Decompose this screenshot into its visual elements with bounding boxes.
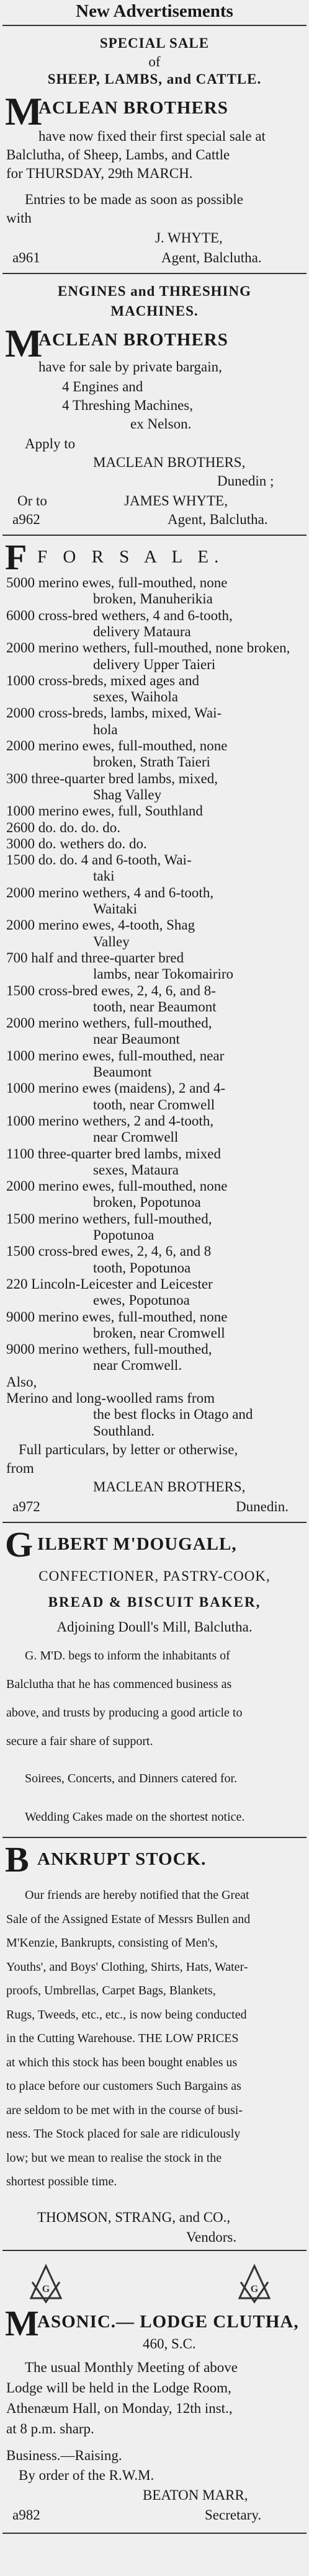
- ad3-stock-line: near Beaumont: [93, 1031, 180, 1047]
- ad5-notice-line: proofs, Umbrellas, Carpet Bags, Blankets,: [6, 1984, 216, 1997]
- ad3-stock-line: taki: [93, 868, 115, 884]
- ad3-stock-line: 1500 merino wethers, full-mouthed,: [6, 1210, 212, 1227]
- ad5-notice-line: low; but we mean to realise the stock in the: [6, 2151, 222, 2165]
- ad2-reference: a962: [12, 512, 40, 527]
- ad3-stock-line: Waitaki: [93, 901, 137, 917]
- ad3-stock-line: ewes, Popotunoa: [93, 1292, 190, 1308]
- ad2-firm-name: ACLEAN BROTHERS: [38, 330, 228, 350]
- ad2-item-3: ex Nelson.: [130, 416, 192, 432]
- ad3-stock-line: delivery Upper Taieri: [93, 656, 216, 672]
- ad1-text-3: for THURSDAY, 29th MARCH.: [6, 166, 193, 181]
- ad3-stock-line: near Cromwell.: [93, 1357, 182, 1374]
- ad3-stock-line: tooth, Popotunoa: [93, 1259, 191, 1276]
- ad3-stock-line: 1500 cross-bred ewes, 2, 4, 6, and 8: [6, 1243, 212, 1259]
- page-heading: New Advertisements: [76, 1, 233, 21]
- ad3-stock-line: 1500 cross-bred ewes, 2, 4, 6, and 8-: [6, 982, 216, 998]
- ad4-text-4: secure a fair share of support.: [6, 1734, 153, 1748]
- ad4-text-6: Wedding Cakes made on the shortest notice.: [25, 1810, 245, 1824]
- divider-2: [2, 535, 307, 536]
- ad6-signature-name: BEATON MARR,: [143, 2487, 248, 2503]
- ad3-stock-line: Southland.: [93, 1423, 155, 1439]
- divider-4: [2, 1837, 307, 1838]
- ad2-item-2: 4 Threshing Machines,: [62, 398, 194, 413]
- ad5-notice-line: Sale of the Assigned Estate of Messrs Bullen and: [6, 1912, 251, 1926]
- ad3-stock-line: 3000 do. wethers do. do.: [6, 835, 147, 851]
- ad2-contact1-name: MACLEAN BROTHERS,: [93, 455, 246, 470]
- ad5-title: ANKRUPT STOCK.: [37, 1849, 207, 1869]
- ad4-text-1: G. M'D. begs to inform the inhabitants of: [25, 1649, 230, 1663]
- divider-1: [2, 273, 307, 274]
- ad1-title-line3: SHEEP, LAMBS, and CATTLE.: [47, 71, 262, 87]
- ad3-stock-line: 1000 cross-breds, mixed ages and: [6, 672, 200, 688]
- ad4-line-2: CONFECTIONER, PASTRY-COOK,: [38, 1568, 271, 1584]
- ad5-signature-title: Vendors.: [186, 2229, 237, 2245]
- ad3-reference: a972: [12, 1499, 40, 1514]
- ad3-stock-line: 220 Lincoln-Leicester and Leicester: [6, 1276, 213, 1292]
- ad3-stock-line: 2000 merino ewes, full-mouthed, none: [6, 1178, 228, 1194]
- ad3-stock-line: 300 three-quarter bred lambs, mixed,: [6, 770, 218, 786]
- ad3-stock-line: the best flocks in Otago and: [93, 1406, 253, 1423]
- ad3-signature-name: MACLEAN BROTHERS,: [93, 1479, 246, 1495]
- ad3-stock-line: broken, Popotunoa: [93, 1194, 201, 1210]
- ad2-title-line1: ENGINES and THRESHING: [57, 283, 251, 299]
- ad6-business: Business.—Raising.: [6, 2448, 122, 2463]
- ad3-stock-line: 2000 merino ewes, 4-tooth, Shag: [6, 917, 195, 933]
- ad3-stock-line: 2000 cross-breds, lambs, mixed, Wai-: [6, 705, 222, 721]
- ad1-text-2: Balclutha, of Sheep, Lambs, and Cattle: [6, 147, 230, 162]
- ad2-text-1: have for sale by private bargain,: [38, 359, 222, 375]
- ad6-signature-title: Secretary.: [205, 2507, 262, 2523]
- ad1-text-1: have now fixed their first special sale at: [38, 128, 266, 144]
- ad3-stock-line: 2000 merino ewes, full-mouthed, none: [6, 738, 228, 753]
- ad3-signature-place: Dunedin.: [236, 1499, 289, 1514]
- divider-5: [2, 2250, 307, 2251]
- ad3-stock-line: Popotunoa: [93, 1227, 154, 1243]
- ad2-contact2-place: Agent, Balclutha.: [168, 512, 268, 527]
- ad5-notice-line: M'Kenzie, Bankrupts, consisting of Men's,: [6, 1936, 218, 1950]
- ad1-signature-name: J. WHYTE,: [155, 230, 223, 246]
- divider-6: [2, 2533, 307, 2534]
- ad6-title: ASONIC.— LODGE CLUTHA,: [37, 2312, 299, 2332]
- svg-text:G: G: [42, 2284, 50, 2294]
- ad3-stock-line: 5000 merino ewes, full-mouthed, none: [6, 575, 228, 590]
- ad5-notice-line: Our friends are hereby notified that the Great: [25, 1888, 249, 1902]
- ad5-notice-line: Youths', and Boys' Clothing, Shirts, Hats, Water-: [6, 1960, 248, 1974]
- ad3-stock-line: 2600 do. do. do. do.: [6, 819, 120, 835]
- svg-text:G: G: [250, 2284, 259, 2294]
- ad3-stock-line: 1000 merino wethers, 2 and 4-tooth,: [6, 1113, 214, 1129]
- ad2-item-1: 4 Engines and: [62, 379, 143, 394]
- ad6-dropcap: M: [5, 2303, 39, 2343]
- ad5-notice-line: to place before our customers Such Bargains as: [6, 2079, 241, 2093]
- ad3-stock-line: Also,: [6, 1374, 37, 1390]
- ad6-lodge-number: 460, S.C.: [143, 2336, 196, 2352]
- ad3-stock-line: near Cromwell: [93, 1129, 179, 1145]
- ad1-firm-name: ACLEAN BROTHERS: [38, 98, 228, 118]
- ad3-stock-line: 700 half and three-quarter bred: [6, 949, 184, 966]
- ad6-order: By order of the R.W.M.: [19, 2467, 154, 2483]
- header-divider: [2, 25, 307, 26]
- divider-3: [2, 1522, 307, 1523]
- ad1-title-line1: SPECIAL SALE: [99, 35, 210, 51]
- ad3-stock-line: Beaumont: [93, 1064, 152, 1080]
- ad4-text-5: Soirees, Concerts, and Dinners catered for.: [25, 1772, 238, 1785]
- ad4-text-3: above, and trusts by producing a good article to: [6, 1706, 243, 1720]
- ad3-stock-line: 9000 merino wethers, full-mouthed,: [6, 1341, 212, 1357]
- ad1-text-4: Entries to be made as soon as possible: [25, 192, 243, 207]
- ad3-stock-line: 9000 merino ewes, full-mouthed, none: [6, 1308, 228, 1325]
- ad3-stock-line: 6000 cross-bred wethers, 4 and 6-tooth,: [6, 607, 233, 623]
- ad3-stock-line: 1100 three-quarter bred lambs, mixed: [6, 1145, 221, 1161]
- ad3-stock-line: lambs, near Tokomairiro: [93, 966, 233, 982]
- ad3-stock-line: delivery Mataura: [93, 623, 191, 639]
- ad3-stock-line: 1500 do. do. 4 and 6-tooth, Wai-: [6, 852, 192, 868]
- ad3-stock-line: hola: [93, 721, 118, 737]
- ad3-stock-line: tooth, near Cromwell: [93, 1096, 215, 1113]
- ad3-stock-line: Merino and long-woolled rams from: [6, 1390, 215, 1406]
- ad2-contact2-name: JAMES WHYTE,: [124, 493, 228, 509]
- ad5-notice-line: are seldom to be met with in the course of busi-: [6, 2103, 243, 2117]
- ad6-notice-line: Athenæum Hall, on Monday, 12th inst.,: [6, 2401, 233, 2416]
- ad4-text-2: Balclutha that he has commenced business as: [6, 1677, 232, 1691]
- ad5-notice-line: ness. The Stock placed for sale are ridiculously: [6, 2127, 241, 2141]
- masonic-emblem-left-icon: [27, 2263, 65, 2307]
- ad1-reference: a961: [12, 250, 40, 265]
- ad4-line-3: BREAD & BISCUIT BAKER,: [48, 1594, 261, 1610]
- ad3-title: F O R S A L E.: [37, 547, 225, 567]
- ad3-stock-line: 2000 merino wethers, full-mouthed, none broken,: [6, 640, 290, 656]
- ad3-stock-line: broken, Strath Taieri: [93, 754, 210, 770]
- ad5-notice-line: in the Cutting Warehouse. THE LOW PRICES: [6, 2032, 239, 2045]
- ad5-notice-line: at which this stock has been bought enables us: [6, 2055, 238, 2069]
- ad4-name: ILBERT M'DOUGALL,: [37, 1534, 237, 1554]
- ad3-stock-line: sexes, Waihola: [93, 689, 178, 705]
- ad3-stock-line: sexes, Mataura: [93, 1161, 179, 1178]
- ad3-stock-line: 1000 merino ewes, full, Southland: [6, 803, 203, 819]
- ad6-reference: a982: [12, 2507, 40, 2523]
- ad3-stock-line: Shag Valley: [93, 786, 162, 802]
- ad3-stock-line: 1000 merino ewes (maidens), 2 and 4-: [6, 1080, 226, 1096]
- ad3-stock-line: broken, near Cromwell: [93, 1325, 225, 1341]
- ad2-or-to: Or to: [17, 493, 47, 509]
- ad1-title-line2: of: [148, 54, 161, 69]
- ad5-dropcap: B: [5, 1839, 29, 1880]
- ad3-stock-line: broken, Manuherikia: [93, 591, 213, 607]
- ad4-dropcap: G: [5, 1524, 34, 1565]
- ad5-notice-line: Rugs, Tweeds, etc., etc., is now being conducted: [6, 2007, 247, 2022]
- ad3-stock-line: tooth, near Beaumont: [93, 998, 217, 1015]
- ad2-title-line2: MACHINES.: [110, 303, 199, 319]
- masonic-emblem-right-icon: [236, 2263, 273, 2307]
- ad3-footer-2: from: [6, 1460, 34, 1476]
- ad4-line-4: Adjoining Doull's Mill, Balclutha.: [56, 1619, 253, 1635]
- ad1-dropcap: M: [5, 89, 43, 133]
- ad6-notice-line: at 8 p.m. sharp.: [6, 2421, 94, 2436]
- ad1-signature-title: Agent, Balclutha.: [161, 250, 262, 265]
- ad6-notice-line: Lodge will be held in the Lodge Room,: [6, 2380, 231, 2396]
- ad3-stock-line: 2000 merino wethers, full-mouthed,: [6, 1015, 212, 1031]
- ad5-notice-line: shortest possible time.: [6, 2175, 117, 2188]
- ad3-stock-line: 1000 merino ewes, full-mouthed, near: [6, 1047, 225, 1064]
- ad3-stock-line: Valley: [93, 933, 130, 949]
- ad3-stock-line: 2000 merino wethers, 4 and 6-tooth,: [6, 884, 214, 900]
- ad6-notice-line: The usual Monthly Meeting of above: [25, 2360, 238, 2375]
- ad2-dropcap: M: [5, 321, 43, 365]
- ad1-text-5: with: [6, 210, 32, 226]
- ad2-contact1-place: Dunedin ;: [217, 473, 274, 489]
- ad3-dropcap: F: [5, 537, 27, 577]
- ad3-footer-1: Full particulars, by letter or otherwise,: [19, 1442, 238, 1457]
- ad2-apply: Apply to: [25, 436, 76, 451]
- ad5-signature-name: THOMSON, STRANG, and CO.,: [37, 2210, 231, 2225]
